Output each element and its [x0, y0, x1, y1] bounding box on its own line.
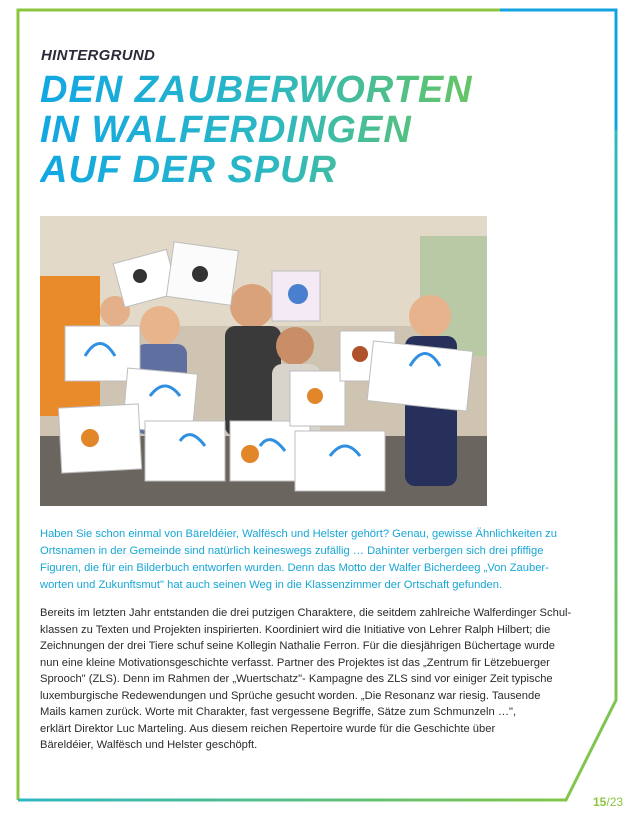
lead-line-2: Ortsnamen in der Gemeinde sind natürlich keineswegs zufällig … Dahinter verbergen sich drei pfiffige	[40, 545, 544, 557]
body-line-2: klassen zu Texten und Projekten inspirierten. Koordiniert wird die Initiative von Lehrer Ralph Hilbert; die	[40, 623, 551, 636]
children-with-drawings-photo	[40, 216, 487, 506]
body-line-6: luxemburgische Redewendungen und Sprüche gesucht worden. „Die Resonanz war riesig. Tausende	[40, 689, 541, 702]
body-line-8: erklärt Direktor Luc Marteling. Aus diesem reichen Repertoire wurde für die Geschichte über	[40, 722, 496, 735]
body-line-1: Bereits im letzten Jahr entstanden die drei putzigen Charaktere, die seitdem zahlreiche Walferdinger Schul-	[40, 607, 572, 619]
headline	[40, 70, 600, 190]
lead-line-1: Haben Sie schon einmal von Bäreldéier, Walfësch und Helster gehört? Genau, gewisse Ähnlichkeiten zu	[40, 528, 557, 540]
lead-paragraph	[40, 526, 598, 594]
body-line-9: Bäreldéier, Walfësch und Helster geschöpft.	[40, 739, 258, 751]
headline-line-3: AUF DER SPUR	[40, 149, 338, 191]
lead-line-4: worten und Zukunftsmut" hat auch seinen Weg in die Klassenzimmer der Ortschaft gefunden.	[40, 579, 503, 591]
page-number-current: 15	[593, 795, 607, 809]
photo-illustration	[40, 216, 487, 506]
body-line-7: Mails kamen zurück. Worte mit Charakter, fast vergessene Begriffe, Sätze zum Schmunzeln …",	[40, 706, 517, 718]
headline-line-1: DEN ZAUBERWORTEN	[40, 69, 473, 111]
section-kicker: HINTERGRUND	[41, 47, 156, 64]
body-paragraph	[40, 605, 600, 754]
headline-line-2: IN WALFERDINGEN	[40, 109, 412, 151]
lead-line-3: Figuren, die für ein Bilderbuch entworfen wurden. Denn das Motto der Walfer Bicherdeeg „Von Zauber-	[40, 562, 549, 574]
page-number	[593, 795, 623, 809]
body-line-5: Sprooch" (ZLS). Denn im Rahmen der „Wuertschatz"- Kampagne des ZLS sind vor einiger Zeit typische	[40, 673, 553, 685]
page-number-total: /23	[606, 795, 624, 809]
body-line-4: nun eine kleine Motivationsgeschichte verfasst. Partner des Projektes ist das „Zentrum fir Lëtzebuerger	[40, 656, 550, 669]
body-line-3: Zeichnungen der drei Tiere schuf seine Kollegin Nathalie Ferron. Für die diesjährigen Büchertage wurde	[40, 640, 555, 652]
